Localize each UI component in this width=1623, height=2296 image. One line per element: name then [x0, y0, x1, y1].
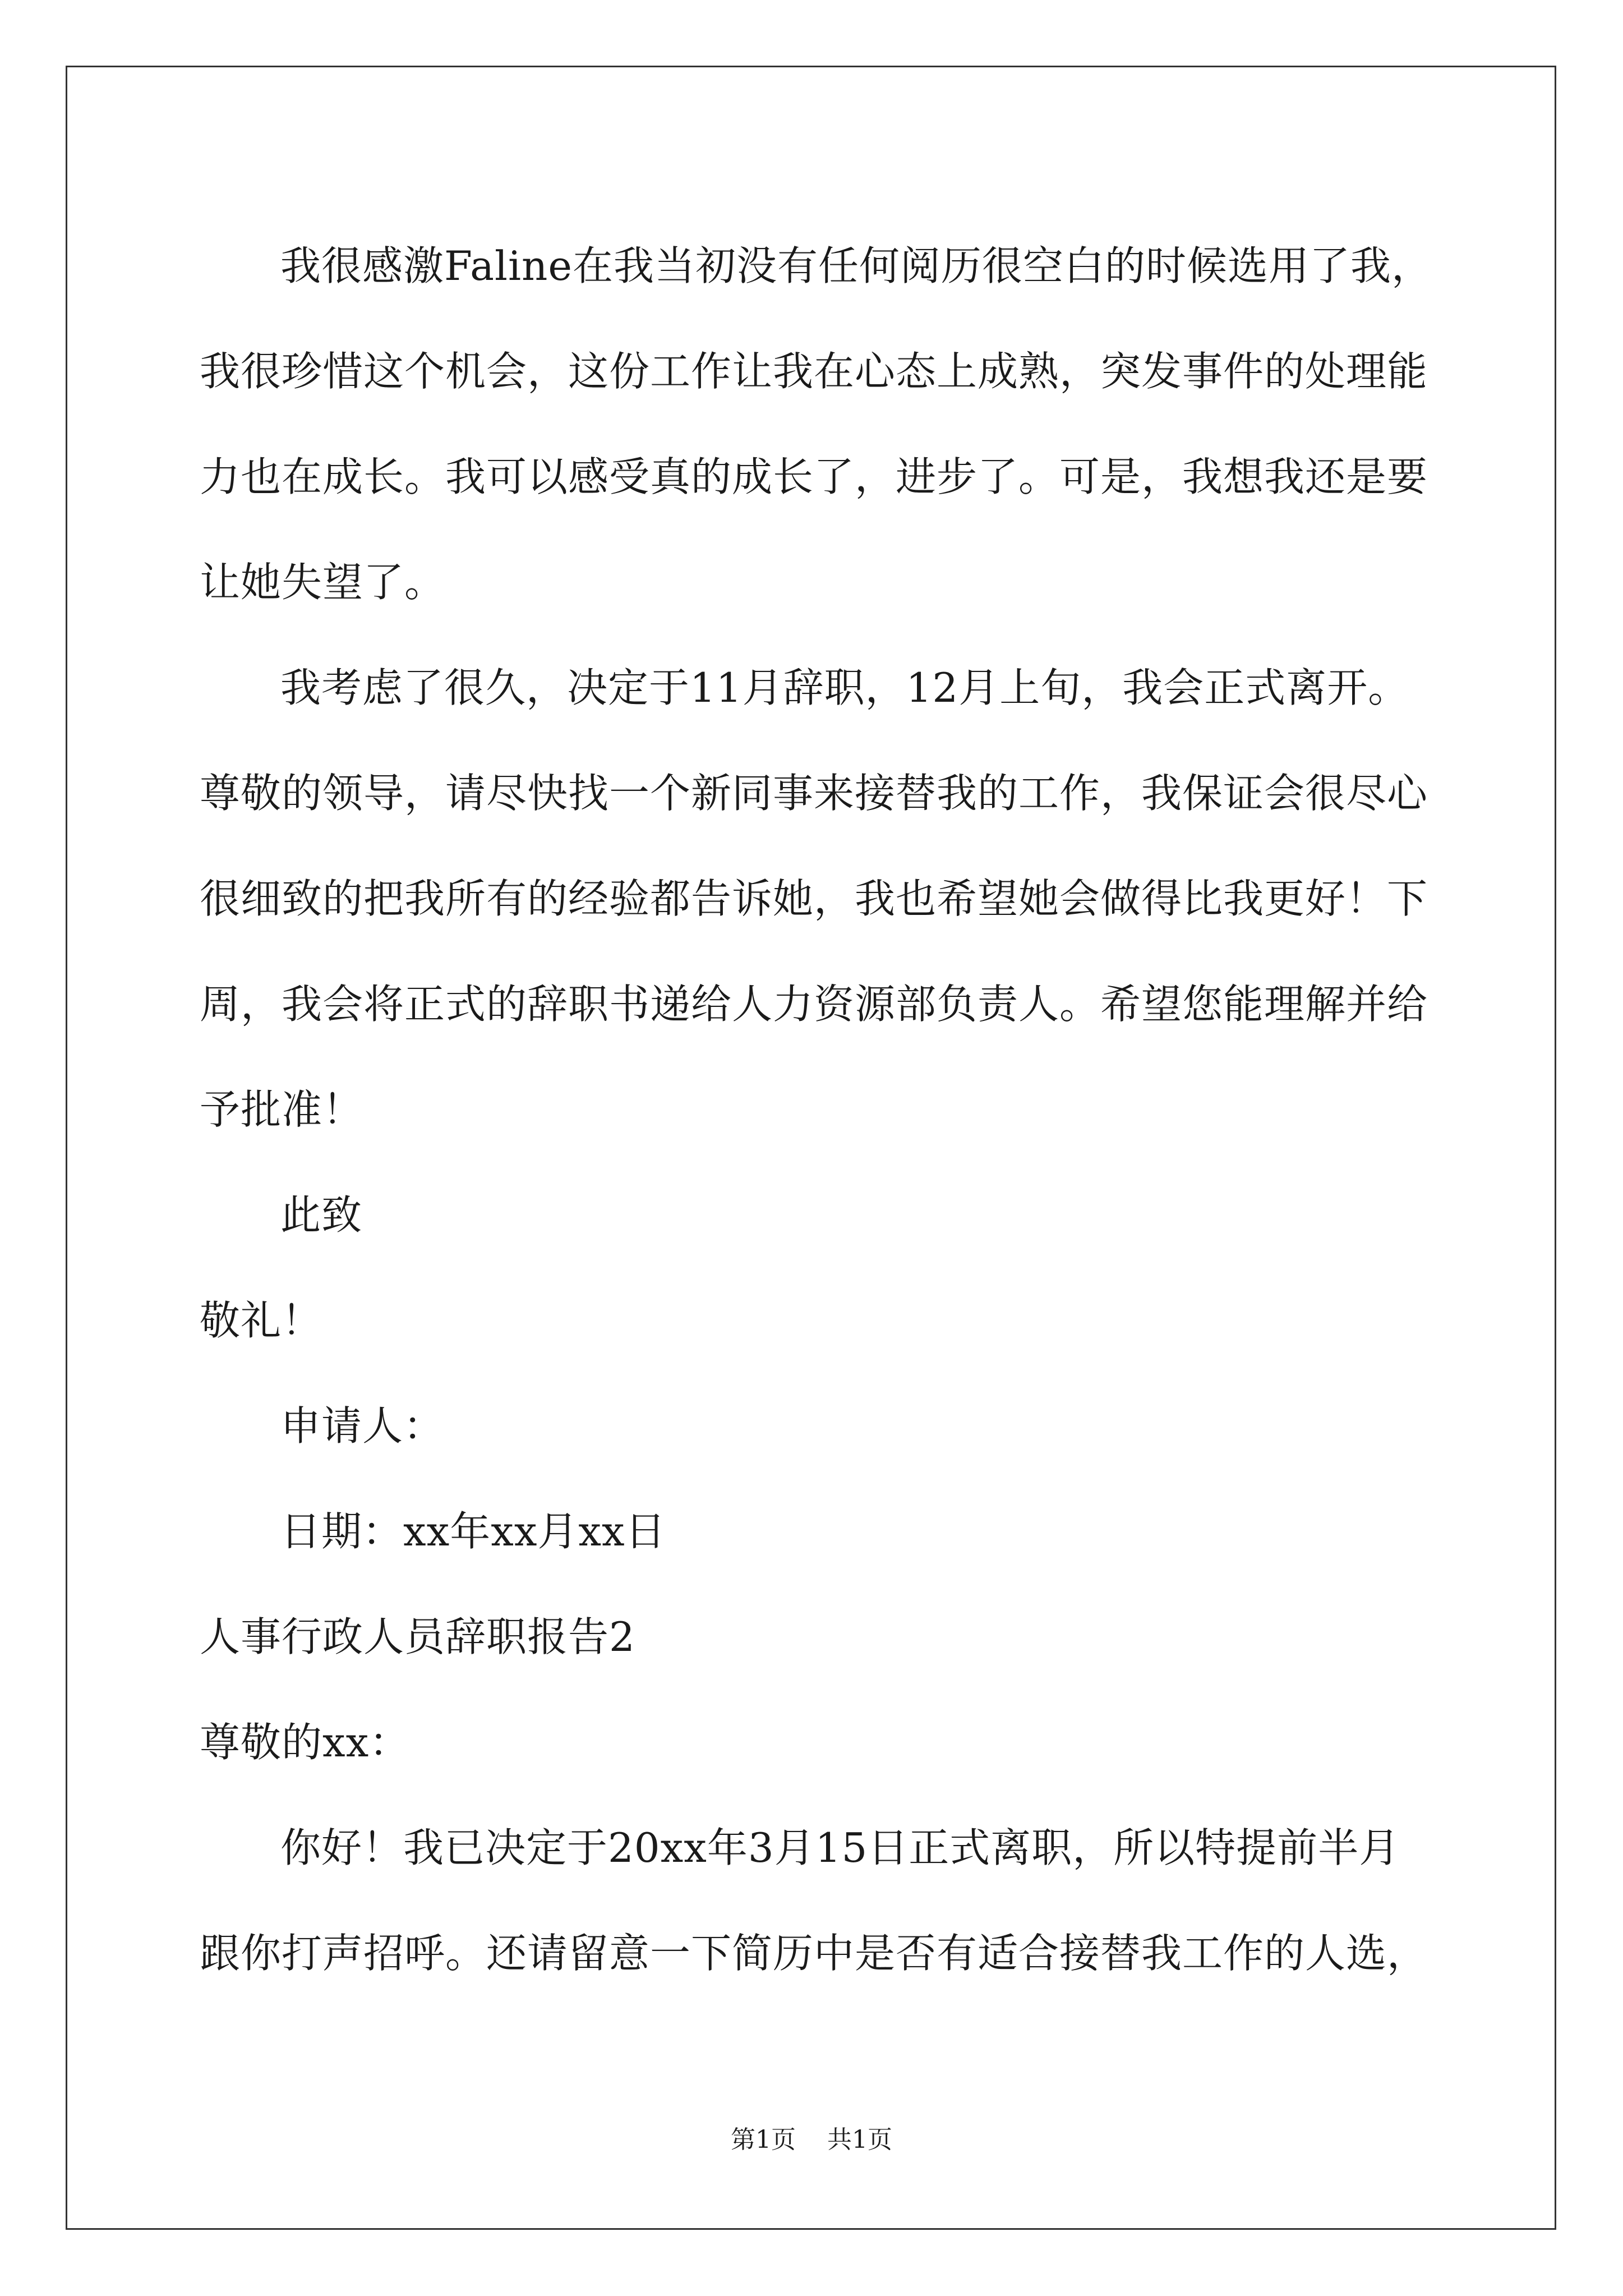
closing-regards: 敬礼！: [200, 1297, 323, 1344]
paragraph-line: 我很珍惜这个机会，这份工作让我在心态上成熟，突发事件的处理能: [200, 348, 1428, 395]
page-number-current: 第1页: [731, 2125, 796, 2154]
paragraph-line: 尊敬的领导，请尽快找一个新同事来接替我的工作，我保证会很尽心: [200, 770, 1428, 817]
paragraph-line: 力也在成长。我可以感受真的成长了，进步了。可是，我想我还是要: [200, 453, 1428, 500]
paragraph-line: 周，我会将正式的辞职书递给人力资源部负责人。希望您能理解并给: [200, 981, 1428, 1028]
applicant-label: 申请人：: [280, 1402, 445, 1450]
closing-salutation: 此致: [280, 1191, 363, 1239]
section-title: 人事行政人员辞职报告2: [200, 1613, 635, 1660]
date-line: 日期：xx年xx月xx日: [280, 1508, 666, 1555]
paragraph-line: 你好！我已决定于20xx年3月15日正式离职，所以特提前半月: [280, 1824, 1400, 1871]
paragraph-line: 我很感激Faline在我当初没有任何阅历很空白的时候选用了我，: [280, 242, 1433, 289]
page-number-total: 共1页: [827, 2125, 892, 2154]
paragraph-line: 予批准！: [200, 1086, 364, 1133]
paragraph-line: 跟你打声招呼。还请留意一下简历中是否有适合接替我工作的人选，: [200, 1930, 1428, 1977]
paragraph-line: 很细致的把我所有的经验都告诉她，我也希望她会做得比我更好！下: [200, 875, 1428, 922]
page-footer: [0, 2123, 1623, 2157]
paragraph-line: 我考虑了很久，决定于11月辞职，12月上旬，我会正式离开。: [280, 664, 1409, 711]
paragraph-line: 让她失望了。: [200, 559, 446, 606]
greeting: 尊敬的xx：: [200, 1719, 411, 1766]
document-body: [200, 213, 1461, 2006]
